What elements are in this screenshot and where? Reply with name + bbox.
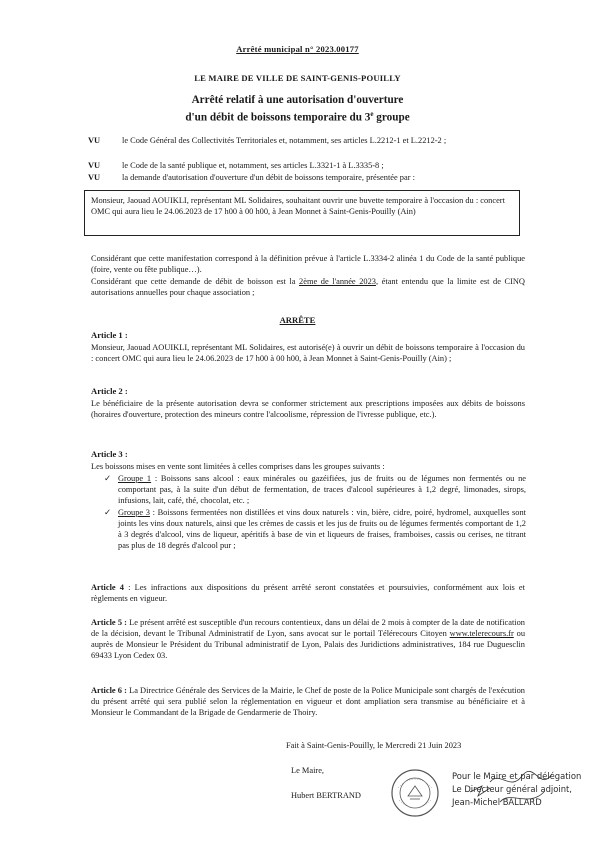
group-3-item: ✓ Groupe 3 : Boissons fermentées non distillées et vins doux naturels : vin, bière, cidre, poiré, hydromel, auxquelles sont joints les vins doux naturels, ainsi que les crèmes de cassis et les jus de fruits ou de légumes fermentés comportant de 1,2 à 3 degrés d'alcool, vins de liqueur, apéritifs à base de vin et liqueurs de fraises, framboises, cassis ou cerises, ne titrant pas plus de 18 degrés d'alcool pur ; xyxy=(104,508,526,550)
article-1-text: Monsieur, Jaouad AOUIKLI, représentant ML Solidaires, est autorisé(e) à ouvrir un débit de boissons temporaire à l'occasion du : concert OMC qui aura lieu le 24.06.2023 de 17 h00 à 00 h00, à Jean Monnet à Saint-Genis-Pouilly (Ain) ; xyxy=(91,343,525,363)
mairie-seal-icon xyxy=(390,768,440,818)
document-title xyxy=(0,93,595,125)
title-line-1: Arrêté relatif à une autorisation d'ouverture xyxy=(191,94,404,106)
considerant-2: Considérant que cette demande de débit de boisson est la 2ème de l'année 2023, étant entendu que la limite est de CINQ autorisations annuelles pour chaque association ; xyxy=(91,277,525,297)
title-line-2: d'un débit de boissons temporaire du 3e groupe xyxy=(185,110,410,124)
article-6: Article 6 : La Directrice Générale des Services de la Mairie, le Chef de poste de la Police Municipale sont chargés de l'exécution du présent arrêté qui sera publié selon la réglementation en vigueur et dont ampliation sera transmise au bénéficiaire et à Monsieur le Commandant de la Brigade de Gendarmerie de Thoiry. xyxy=(91,686,525,717)
place-date: Fait à Saint-Genis-Pouilly, le Mercredi 21 Juin 2023 xyxy=(286,741,462,750)
vu-item: VU la demande d'autorisation d'ouverture d'un débit de boissons temporaire, présentée par : xyxy=(88,173,415,182)
article-4: Article 4 : Les infractions aux dispositions du présent arrêté seront constatées et poursuivies, conformément aux lois et règlements en vigueur. xyxy=(91,583,525,603)
le-maire-label: Le Maire, xyxy=(291,766,325,775)
telerecours-link[interactable]: www.telerecours.fr xyxy=(449,629,514,638)
checkmark-icon: ✓ xyxy=(104,508,112,517)
arrete-number: Arrêté municipal n° 2023.00177 xyxy=(236,44,359,54)
article-5: Article 5 : Le présent arrêté est susceptible d'un recours contentieux, dans un délai de 2 mois à compter de la date de notification de la décision, devant le Tribunal Administratif de Lyon, sans avocat sur le portail Télérecours Citoyen www.telerecours.fr ou auprès de Monsieur le Président du Tribunal administratif de Lyon, Palais des Juridictions administratives, 184 rue Duguesclin 69433 Lyon Cedex 03. xyxy=(91,618,525,660)
group-1-item: ✓ Groupe 1 : Boissons sans alcool : eaux minérales ou gazéifiées, jus de fruits ou de légumes non fermentés ou ne comportant pas, à la suite d'un début de fermentation, de traces d'alcool supérieures à 1,2 degré, limonades, sirops, infusions, lait, café, thé, chocolat, etc. ; xyxy=(104,474,526,505)
article-2-title: Article 2 : xyxy=(91,386,128,396)
vu-item: VU le Code de la santé publique et, notamment, ses articles L.3321-1 à L.3335-8 ; xyxy=(88,161,384,170)
delegation-signature-block: Pour le Maire et par délégation Le Directeur général adjoint, Jean-Michel BALLARD xyxy=(452,771,582,807)
vu-item: VU le Code Général des Collectivités Territoriales et, notamment, ses articles L.2212-1 et L.2212-2 ; xyxy=(88,136,447,145)
issuer-heading: LE MAIRE DE VILLE DE SAINT-GENIS-POUILLY xyxy=(194,73,401,83)
maire-name: Hubert BERTRAND xyxy=(291,791,361,800)
article-1-title: Article 1 : xyxy=(91,330,128,340)
checkmark-icon: ✓ xyxy=(104,474,112,483)
applicant-box: Monsieur, Jaouad AOUIKLI, représentant ML Solidaires, souhaitant ouvrir une buvette temporaire à l'occasion du : concert OMC qui aura lieu le 24.06.2023 de 17 h00 à 00 h00, à Jean Monnet à Saint-Genis-Pouilly (Ain) xyxy=(84,190,520,236)
arrete-heading: ARRÊTE xyxy=(279,315,316,325)
article-3-title: Article 3 : xyxy=(91,449,128,459)
article-3-text: Les boissons mises en vente sont limitées à celles comprises dans les groupes suivants : xyxy=(91,462,385,471)
article-2-text: Le bénéficiaire de la présente autorisation devra se conformer strictement aux prescriptions imposées aux débits de boissons (horaires d'ouverture, protection des mineurs contre l'alcoolisme, répression de l'ivresse publique, etc.). xyxy=(91,399,525,419)
considerant-1: Considérant que cette manifestation correspond à la définition prévue à l'article L.3334-2 alinéa 1 du Code de la santé publique (foire, vente ou fête publique…). xyxy=(91,254,525,274)
